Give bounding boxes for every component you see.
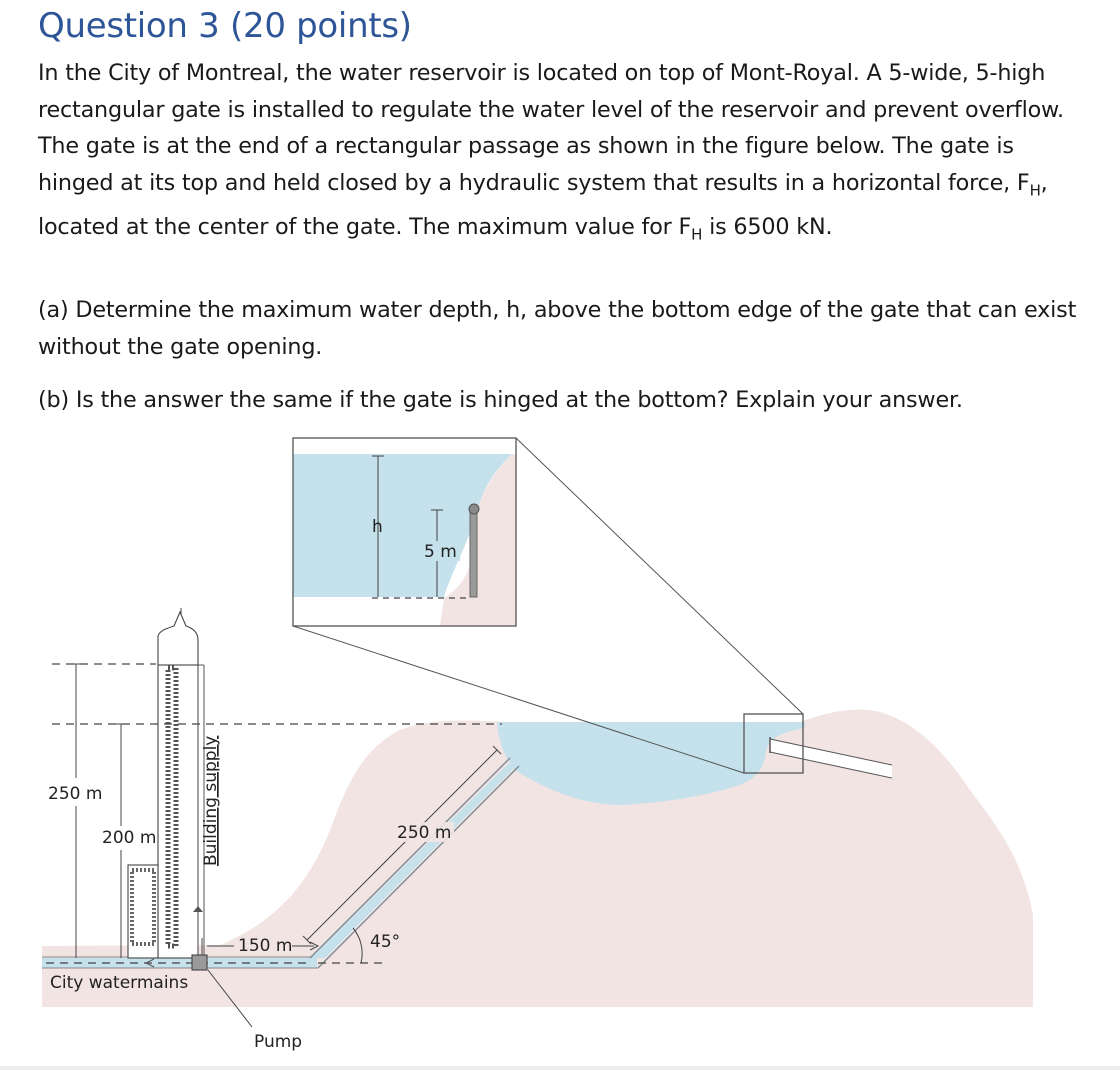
gate-hinge: [469, 504, 479, 514]
building: [128, 608, 198, 958]
force-symbol-2: $F_H$: [678, 213, 703, 244]
part-b: (b) Is the answer the same if the gate is hinged at the bottom? Explain your answer.: [38, 387, 963, 413]
problem-text-3: is 6500 kN.: [702, 213, 833, 240]
label-250m-height: 250 m: [48, 784, 103, 804]
gate: [470, 510, 477, 597]
label-200m-height: 200 m: [102, 828, 157, 848]
label-gate-height: 5 m: [424, 542, 457, 562]
label-city-watermains: City watermains: [50, 973, 189, 993]
label-pipe-length: 250 m: [397, 823, 452, 843]
part-a: (a) Determine the maximum water depth, h, above the bottom edge of the gate that can exist without the gate opening.: [38, 297, 1077, 360]
label-pump: Pump: [254, 1032, 303, 1052]
bottom-divider: [0, 1066, 1120, 1070]
force-symbol-1: $F_H$: [1016, 169, 1041, 200]
label-building-supply: Building supply: [201, 735, 221, 866]
label-angle: 45°: [370, 932, 401, 952]
gate-inset: [293, 438, 516, 626]
pump: [192, 955, 207, 970]
question-title: Question 3 (20 points): [38, 6, 412, 46]
problem-text-2: , located at the center of the gate. The maximum value for: [38, 169, 1048, 240]
label-150m: 150 m: [238, 936, 293, 956]
problem-text-1: In the City of Montreal, the water reservoir is located on top of Mont-Royal. A 5-wide, 5-high rectangular gate is installed to regulate the water level of the reservoir and prevent overflow. The gate is at the end of a rectangular passage as shown in the figure below. The gate is hinged at its top and held closed by a hydraulic system that results in a horizontal force,: [38, 60, 1064, 196]
label-h: h: [372, 517, 383, 537]
